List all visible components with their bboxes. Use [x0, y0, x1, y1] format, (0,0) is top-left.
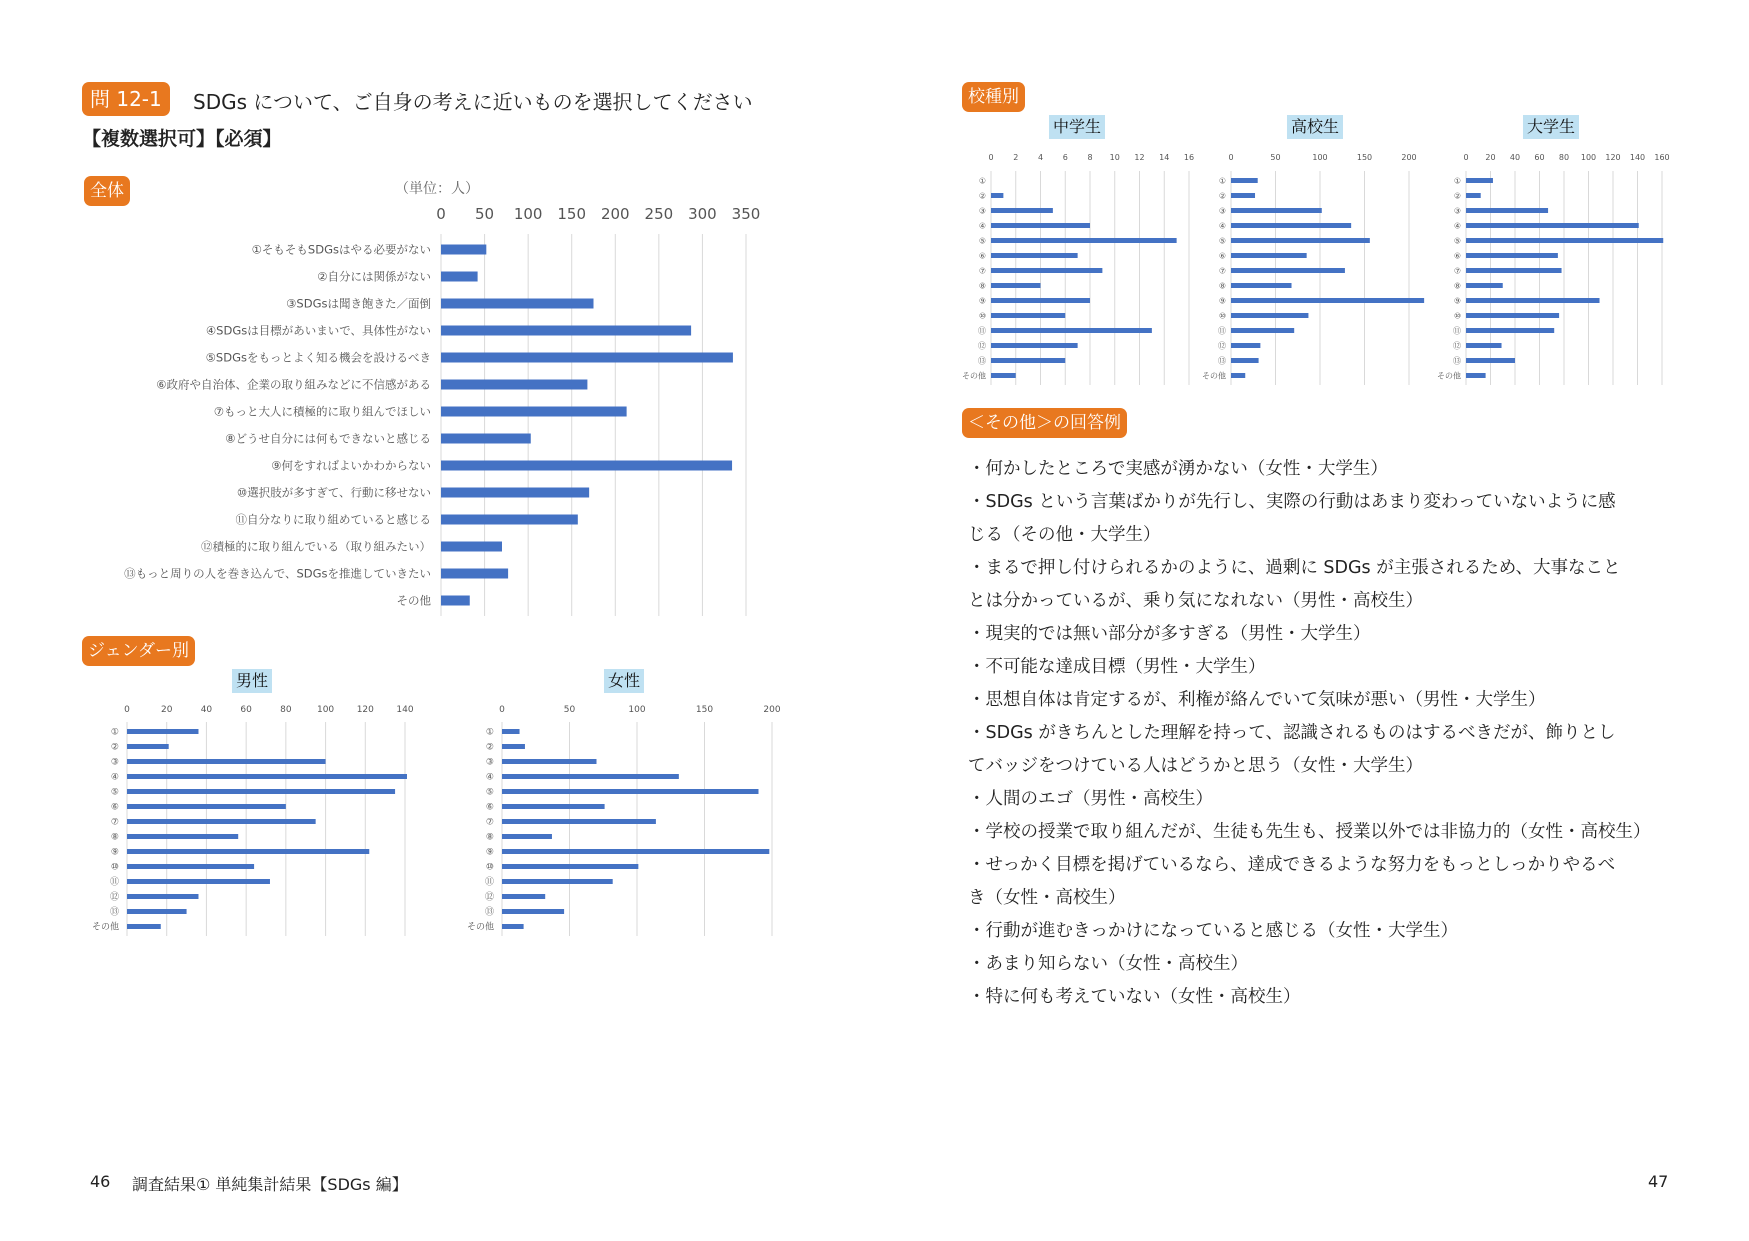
- x-tick-label: 120: [1605, 153, 1621, 162]
- category-label: ④SDGsは目標があいまいで、具体性がない: [205, 323, 431, 338]
- bar: [1466, 313, 1559, 318]
- bar: [1466, 343, 1502, 348]
- category-label: ⑥: [978, 251, 986, 261]
- category-label: ⑫: [484, 892, 494, 903]
- x-tick-label: 0: [1463, 153, 1469, 162]
- x-tick-label: 6: [1062, 153, 1068, 162]
- category-label: ⑫積極的に取り組んでいる（取り組みたい）: [201, 539, 431, 554]
- category-label: その他: [396, 593, 431, 608]
- chart-label-university: 大学生: [1523, 115, 1579, 139]
- x-tick-label: 100: [1580, 153, 1597, 162]
- bar: [1466, 373, 1486, 378]
- bar: [441, 407, 627, 417]
- x-tick-label: 200: [600, 205, 630, 223]
- x-tick-label: 8: [1087, 153, 1093, 162]
- x-tick-label: 14: [1159, 153, 1170, 162]
- category-label: ⑬: [484, 907, 494, 918]
- bar: [441, 245, 486, 255]
- bar: [502, 894, 545, 899]
- bar: [441, 461, 732, 471]
- x-tick-label: 100: [628, 705, 646, 715]
- category-label: ⑨: [110, 847, 119, 858]
- x-tick-label: 150: [1356, 153, 1373, 162]
- bar: [991, 283, 1041, 288]
- category-label: ⑧: [978, 281, 986, 291]
- category-label: ①そもそもSDGsはやる必要がない: [251, 242, 431, 257]
- chart-female: [430, 690, 810, 950]
- bar: [127, 819, 316, 824]
- section-tag-school-type: 校種別: [962, 82, 1025, 112]
- category-label: ②: [110, 742, 119, 753]
- category-label: ③: [1218, 206, 1226, 216]
- x-tick-label: 100: [513, 205, 543, 223]
- other-answer-line: ・行動が進むきっかけになっていると感じる（女性・大学生）: [968, 921, 1458, 941]
- category-label: ②: [1453, 191, 1461, 201]
- bar: [1231, 283, 1292, 288]
- x-tick-label: 350: [731, 205, 761, 223]
- bar: [991, 313, 1065, 318]
- bar: [1466, 253, 1558, 258]
- bar: [991, 298, 1090, 303]
- other-answer-line: ・人間のエゴ（男性・高校生）: [968, 789, 1213, 809]
- category-label: ⑧: [1218, 281, 1226, 291]
- x-tick-label: 40: [1509, 153, 1521, 162]
- other-answer-line: ・特に何も考えていない（女性・高校生）: [968, 987, 1301, 1007]
- bar: [502, 789, 759, 794]
- bar: [991, 238, 1177, 243]
- footer-left-title: 調査結果① 単純集計結果【SDGs 編】: [132, 1175, 408, 1194]
- bar: [991, 358, 1065, 363]
- section-tag-other-answers: ＜その他＞の回答例: [962, 408, 1127, 438]
- bar: [991, 253, 1078, 258]
- bar: [1466, 358, 1515, 363]
- bar: [127, 864, 254, 869]
- category-label: ⑫: [1218, 341, 1226, 351]
- other-answer-line: とは分かっているが、乗り気になれない（男性・高校生）: [968, 591, 1423, 611]
- category-label: ⑩選択肢が多すぎて、行動に移せない: [236, 485, 431, 500]
- category-label: ③: [1453, 206, 1461, 216]
- x-tick-label: 0: [988, 153, 994, 162]
- bar: [1466, 328, 1554, 333]
- other-answer-line: ・学校の授業で取り組んだが、生徒も先生も、授業以外では非協力的（女性・高校生）: [968, 822, 1651, 842]
- x-tick-label: 120: [356, 705, 374, 715]
- category-label: ⑪: [109, 877, 119, 888]
- x-tick-label: 100: [316, 705, 335, 715]
- chart-label-female: 女性: [604, 669, 644, 693]
- category-label: ③: [110, 757, 119, 768]
- category-label: ⑪: [978, 326, 986, 336]
- other-answer-line: き（女性・高校生）: [968, 888, 1126, 908]
- category-label: ③: [978, 206, 986, 216]
- category-label: ⑦: [1453, 266, 1461, 276]
- category-label: ⑪: [1453, 326, 1461, 336]
- x-tick-label: 140: [1629, 153, 1646, 162]
- category-label: ⑤: [1453, 236, 1461, 246]
- x-tick-label: 0: [1228, 153, 1234, 162]
- category-label: ⑧: [1453, 281, 1461, 291]
- chart-male: [0, 690, 430, 950]
- x-tick-label: 4: [1037, 153, 1044, 162]
- category-label: ②: [485, 742, 494, 753]
- bar: [1231, 193, 1255, 198]
- bar: [502, 729, 520, 734]
- category-label: ④: [485, 772, 494, 783]
- category-label: ⑦: [485, 817, 494, 828]
- category-label: その他: [1202, 371, 1226, 381]
- bar: [1231, 358, 1259, 363]
- bar: [991, 208, 1053, 213]
- category-label: ⑥政府や自治体、企業の取り組みなどに不信感がある: [156, 377, 431, 392]
- x-tick-label: 140: [396, 705, 414, 715]
- chart-high-school: [1195, 140, 1445, 390]
- bar: [127, 849, 369, 854]
- category-label: ⑤SDGsをもっとよく知る機会を設けるべき: [205, 350, 431, 365]
- bar: [502, 879, 613, 884]
- other-answer-line: ・SDGs という言葉ばかりが先行し、実際の行動はあまり変わっていないように感: [968, 492, 1616, 512]
- bar: [441, 515, 578, 525]
- bar: [1231, 328, 1294, 333]
- x-tick-label: 10: [1109, 153, 1120, 162]
- bar: [991, 268, 1102, 273]
- bar: [441, 542, 502, 552]
- bar: [1466, 223, 1639, 228]
- bar: [127, 729, 198, 734]
- x-tick-label: 50: [475, 205, 495, 223]
- bar: [127, 894, 198, 899]
- category-label: ⑩: [110, 862, 119, 873]
- category-label: ⑥: [110, 802, 119, 813]
- bar: [1231, 178, 1258, 183]
- category-label: ⑤: [110, 787, 119, 798]
- section-tag-overall: 全体: [84, 176, 130, 206]
- x-tick-label: 12: [1134, 153, 1145, 162]
- category-label: ⑫: [1453, 341, 1461, 351]
- bar: [1466, 178, 1493, 183]
- bar: [991, 343, 1078, 348]
- x-tick-label: 160: [1654, 153, 1670, 162]
- other-answer-line: ・不可能な達成目標（男性・大学生）: [968, 657, 1266, 677]
- category-label: ⑬: [1218, 356, 1226, 366]
- category-label: ②自分には関係がない: [317, 269, 431, 284]
- category-label: ⑫: [109, 892, 119, 903]
- bar: [1466, 208, 1548, 213]
- x-tick-label: 250: [644, 205, 674, 223]
- question-tag: 問 12-1: [82, 82, 170, 116]
- other-answer-line: ・せっかく目標を掲げているなら、達成できるような努力をもっとしっかりやるべ: [968, 855, 1616, 875]
- x-tick-label: 40: [200, 705, 213, 715]
- category-label: ⑬: [1453, 356, 1461, 366]
- category-label: ④: [978, 221, 986, 231]
- bar: [441, 326, 691, 336]
- bar: [502, 804, 605, 809]
- category-label: ③: [485, 757, 494, 768]
- category-label: ④: [110, 772, 119, 783]
- bar: [991, 223, 1090, 228]
- bar: [1466, 268, 1562, 273]
- category-label: ⑦: [110, 817, 119, 828]
- other-answer-line: ・思想自体は肯定するが、利権が絡んでいて気味が悪い（男性・大学生）: [968, 690, 1546, 710]
- x-tick-label: 16: [1183, 153, 1195, 162]
- x-tick-label: 300: [688, 205, 717, 223]
- x-tick-label: 200: [1401, 153, 1417, 162]
- x-tick-label: 0: [436, 205, 446, 223]
- category-label: ①: [485, 727, 494, 738]
- x-tick-label: 0: [499, 705, 505, 715]
- category-label: ⑦: [1218, 266, 1226, 276]
- footer-left-page: 46: [90, 1172, 111, 1191]
- bar: [1231, 223, 1351, 228]
- category-label: ⑦: [978, 266, 986, 276]
- bar: [441, 299, 594, 309]
- x-tick-label: 100: [1312, 153, 1328, 162]
- bar: [1231, 208, 1322, 213]
- category-label: ⑥: [1453, 251, 1461, 261]
- bar: [441, 353, 733, 363]
- category-label: ④: [1453, 221, 1461, 231]
- category-label: ⑥: [485, 802, 494, 813]
- bar: [1231, 253, 1307, 258]
- category-label: ⑬: [109, 907, 119, 918]
- question-note: 【複数選択可】【必須】: [82, 128, 282, 150]
- other-answer-line: てバッジをつけている人はどうかと思う（女性・大学生）: [968, 756, 1423, 776]
- x-tick-label: 0: [124, 705, 130, 715]
- bar: [127, 804, 286, 809]
- category-label: ⑧: [485, 832, 494, 843]
- bar: [441, 434, 531, 444]
- bar: [441, 488, 589, 498]
- x-tick-label: 50: [1270, 153, 1281, 162]
- other-answer-line: ・あまり知らない（女性・高校生）: [968, 954, 1248, 974]
- chart-junior-high: [955, 140, 1210, 390]
- chart-overall: [0, 0, 800, 640]
- bar: [441, 596, 470, 606]
- bar: [1466, 298, 1600, 303]
- bar: [127, 759, 326, 764]
- bar: [1231, 268, 1345, 273]
- category-label: ⑪: [484, 877, 494, 888]
- category-label: ⑪自分なりに取り組めていると感じる: [235, 512, 431, 527]
- chart-label-male: 男性: [232, 669, 272, 693]
- category-label: ⑦もっと大人に積極的に取り組んでほしい: [213, 404, 431, 419]
- category-label: ④: [1218, 221, 1226, 231]
- x-tick-label: 150: [557, 205, 587, 223]
- bar: [127, 924, 161, 929]
- category-label: ①: [1453, 176, 1461, 186]
- category-label: ②: [978, 191, 986, 201]
- x-tick-label: 2: [1013, 153, 1019, 162]
- category-label: ⑩: [1218, 311, 1226, 321]
- other-answer-line: ・まるで押し付けられるかのように、過剰に SDGs が主張されるため、大事なこと: [968, 558, 1621, 578]
- category-label: ②: [1218, 191, 1226, 201]
- bar: [502, 759, 597, 764]
- bar: [502, 909, 564, 914]
- x-tick-label: 50: [563, 705, 576, 715]
- category-label: ⑧: [110, 832, 119, 843]
- category-label: ⑨: [1218, 296, 1226, 306]
- category-label: ⑨: [485, 847, 494, 858]
- category-label: ①: [1218, 176, 1226, 186]
- bar: [991, 328, 1152, 333]
- category-label: ⑤: [1218, 236, 1226, 246]
- bar: [502, 849, 769, 854]
- bar: [127, 744, 169, 749]
- x-tick-label: 200: [763, 705, 781, 715]
- category-label: ①: [978, 176, 986, 186]
- category-label: その他: [466, 922, 494, 933]
- x-tick-label: 80: [1558, 153, 1570, 162]
- other-answer-line: ・現実的では無い部分が多すぎる（男性・大学生）: [968, 624, 1371, 644]
- bar: [127, 834, 238, 839]
- bar: [441, 569, 508, 579]
- bar: [1466, 283, 1503, 288]
- category-label: ⑬: [978, 356, 986, 366]
- bar: [1231, 343, 1260, 348]
- bar: [441, 380, 587, 390]
- other-answer-line: ・何かしたところで実感が湧かない（女性・大学生）: [968, 459, 1388, 479]
- category-label: ⑤: [978, 236, 986, 246]
- bar: [1231, 238, 1370, 243]
- category-label: ⑨: [978, 296, 986, 306]
- bar: [1231, 313, 1308, 318]
- category-label: その他: [91, 922, 119, 933]
- x-tick-label: 60: [240, 705, 252, 715]
- bar: [127, 879, 270, 884]
- other-answer-line: ・SDGs がきちんとした理解を持って、認識されるものはするべきだが、飾りとし: [968, 723, 1616, 743]
- category-label: ⑨何をすればよいかわからない: [271, 458, 431, 473]
- bar: [441, 272, 478, 282]
- category-label: ⑬もっと周りの人を巻き込んで、SDGsを推進していきたい: [124, 566, 431, 581]
- category-label: ③SDGsは聞き飽きた／面倒: [286, 296, 431, 311]
- bar: [502, 924, 524, 929]
- category-label: ⑫: [978, 341, 986, 351]
- bar: [991, 193, 1003, 198]
- x-tick-label: 20: [160, 705, 173, 715]
- x-tick-label: 80: [280, 705, 292, 715]
- category-label: ①: [110, 727, 119, 738]
- category-label: ⑩: [978, 311, 986, 321]
- category-label: ⑧どうせ自分には何もできないと感じる: [225, 431, 431, 446]
- bar: [127, 909, 187, 914]
- x-tick-label: 20: [1485, 153, 1496, 162]
- bar: [1231, 298, 1424, 303]
- question-text: SDGs について、ご自身の考えに近いものを選択してください: [193, 90, 753, 114]
- category-label: ⑤: [485, 787, 494, 798]
- bar: [127, 774, 407, 779]
- x-tick-label: 60: [1534, 153, 1545, 162]
- category-label: ⑩: [485, 862, 494, 873]
- bar: [502, 819, 656, 824]
- section-tag-gender: ジェンダー別: [82, 636, 195, 666]
- category-label: その他: [962, 371, 986, 381]
- other-answer-line: じる（その他・大学生）: [968, 525, 1161, 545]
- chart-label-high-school: 高校生: [1287, 115, 1343, 139]
- category-label: ⑥: [1218, 251, 1226, 261]
- bar: [1231, 373, 1245, 378]
- category-label: ⑪: [1218, 326, 1226, 336]
- chart-university: [1432, 140, 1682, 390]
- bar: [502, 864, 638, 869]
- bar: [1466, 193, 1481, 198]
- chart-label-junior-high: 中学生: [1049, 115, 1105, 139]
- category-label: ⑩: [1453, 311, 1461, 321]
- footer-right-page: 47: [1648, 1172, 1669, 1191]
- bar: [502, 834, 552, 839]
- x-tick-label: 150: [695, 705, 714, 715]
- category-label: その他: [1437, 371, 1461, 381]
- bar: [127, 789, 395, 794]
- unit-label: （単位：人）: [395, 181, 479, 197]
- bar: [991, 373, 1016, 378]
- bar: [502, 744, 525, 749]
- bar: [502, 774, 679, 779]
- bar: [1466, 238, 1663, 243]
- category-label: ⑨: [1453, 296, 1461, 306]
